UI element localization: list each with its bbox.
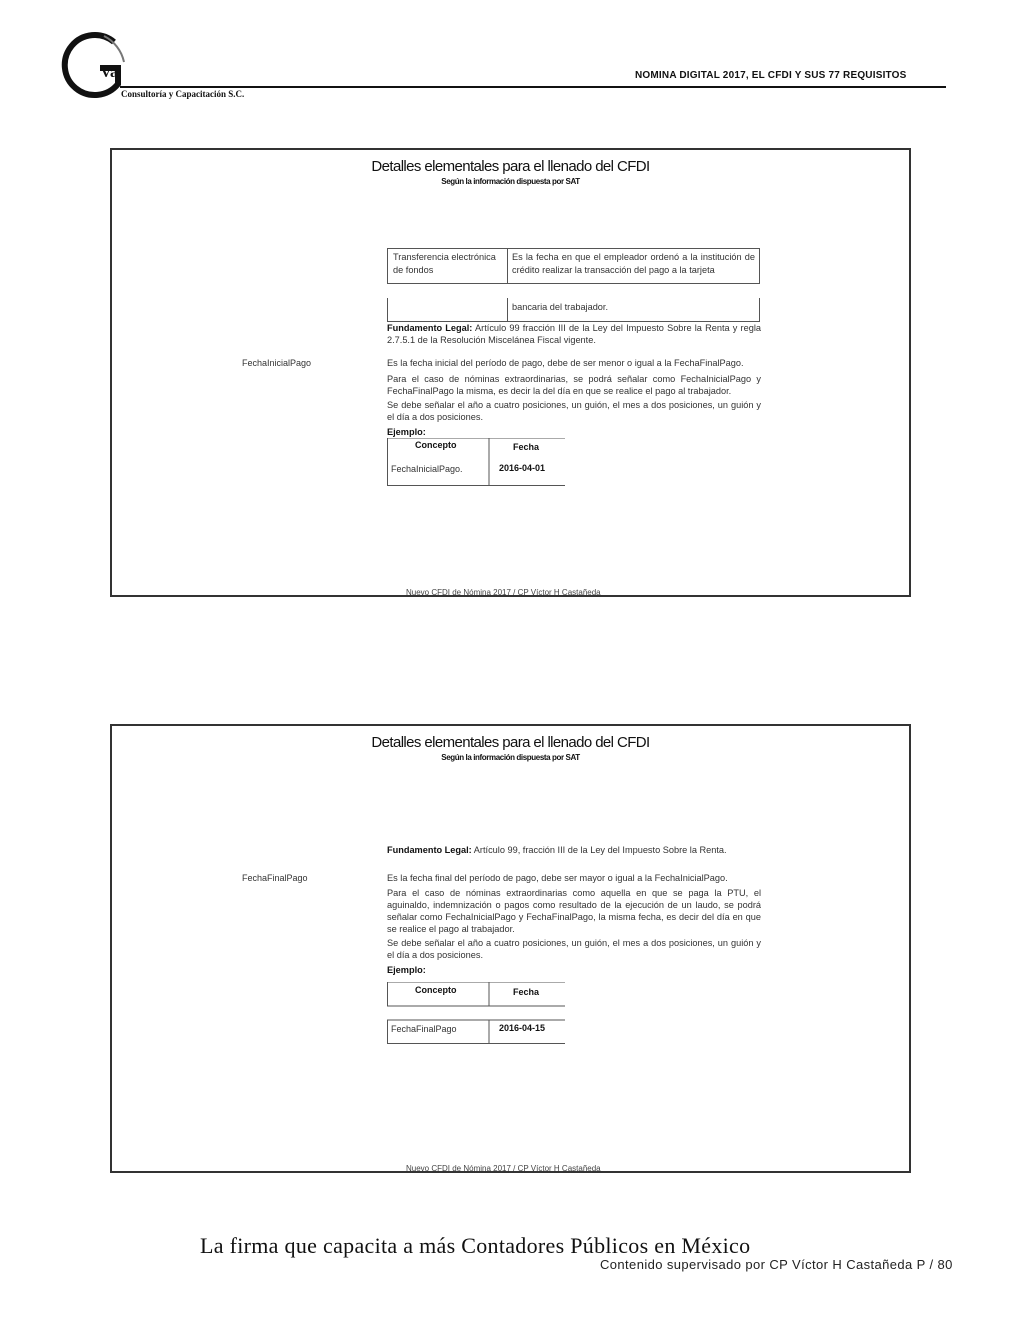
field-format-note: Se debe señalar el año a cuatro posiciones, un guión, el mes a dos posiciones, un guión y el día a dos posiciones. (387, 938, 761, 960)
transfer-table-right: Es la fecha en que el empleador ordenó a la institución de crédito realizar la transacción del pago a la tarjeta (512, 252, 755, 275)
slide-footer: Nuevo CFDI de Nómina 2017 / CP Víctor H Castañeda (406, 1164, 601, 1173)
example-header-date: Fecha (513, 987, 540, 997)
example-concept-value: FechaFinalPago (391, 1024, 457, 1034)
transfer-table-left: Transferencia electrónica de fondos (388, 249, 508, 283)
example-header-date: Fecha (513, 442, 540, 452)
example-table (387, 438, 567, 486)
example-table-lines (387, 982, 567, 1044)
slide-subtitle: Según la información dispuesta por SAT (441, 177, 580, 186)
transfer-table-right-cont: bancaria del trabajador. (512, 302, 609, 312)
document-header-title: NOMINA DIGITAL 2017, EL CFDI Y SUS 77 REQUISITOS (635, 70, 907, 81)
page-credit: Contenido supervisado por CP Víctor H Castañeda P / 80 (600, 1257, 953, 1272)
example-concept-value: FechaInicialPago. (391, 464, 463, 474)
field-format-note: Se debe señalar el año a cuatro posiciones, un guión, el mes a dos posiciones, un guión y el día a dos posiciones. (387, 400, 761, 422)
example-label: Ejemplo: (387, 965, 426, 975)
header-divider (120, 86, 946, 88)
transfer-table-row-cont (387, 298, 760, 322)
example-label: Ejemplo: (387, 427, 426, 437)
legal-basis-label: Fundamento Legal: (387, 845, 472, 855)
slide-fecha-inicial-pago (110, 148, 911, 597)
example-date-value: 2016-04-15 (499, 1023, 546, 1033)
slide-fecha-final-pago (110, 724, 911, 1173)
slide-title: Detalles elementales para el llenado del CFDI (371, 734, 650, 751)
example-date-value: 2016-04-01 (499, 463, 546, 473)
example-header-concept: Concepto (415, 985, 457, 995)
legal-basis (387, 322, 761, 346)
logo-company-name: Consultoría y Capacitación S.C. (121, 89, 245, 99)
transfer-table-row (387, 248, 760, 284)
field-description: Es la fecha final del período de pago, debe ser mayor o igual a la FechaInicialPago. (387, 873, 728, 883)
slide-footer: Nuevo CFDI de Nómina 2017 / CP Víctor H Castañeda (406, 588, 601, 597)
slide-title: Detalles elementales para el llenado del CFDI (371, 158, 650, 175)
logo-letters: va (102, 64, 118, 81)
example-table-lines (387, 438, 567, 486)
page-tagline: La firma que capacita a más Contadores Públicos en México (200, 1233, 751, 1258)
field-name: FechaFinalPago (242, 873, 308, 883)
field-description-extra: Para el caso de nóminas extraordinarias como aquella en que se paga la PTU, el aguinaldo, indemnización o pagos como resultado de la ejecución de un laudo, se podrá señalar como FechaInicialPago y FechaFinalPago, la misma fecha, es decir del día en que se realice el pago al trabajador. (387, 888, 761, 934)
field-description: Es la fecha inicial del período de pago, debe de ser menor o igual a la FechaFinalPago. (387, 358, 744, 368)
legal-basis-text: Artículo 99 fracción III de la Ley del Impuesto Sobre la Renta y regla 2.7.5.1 de la Resolución Miscelánea Fiscal vigente. (387, 323, 761, 345)
field-name: FechaInicialPago (242, 358, 312, 368)
legal-basis-label: Fundamento Legal: (387, 323, 473, 333)
slide-subtitle: Según la información dispuesta por SAT (441, 753, 580, 762)
example-header-concept: Concepto (415, 440, 457, 450)
example-table (387, 982, 567, 1044)
legal-basis (387, 844, 761, 856)
transfer-table-left-empty (388, 298, 508, 321)
field-description-extra: Para el caso de nóminas extraordinarias, se podrá señalar como FechaInicialPago y FechaFinalPago la misma, es decir la del día en que se realice el pago al trabajador. (387, 374, 761, 396)
legal-basis-text: Artículo 99, fracción III de la Ley del Impuesto Sobre la Renta. (471, 845, 727, 855)
